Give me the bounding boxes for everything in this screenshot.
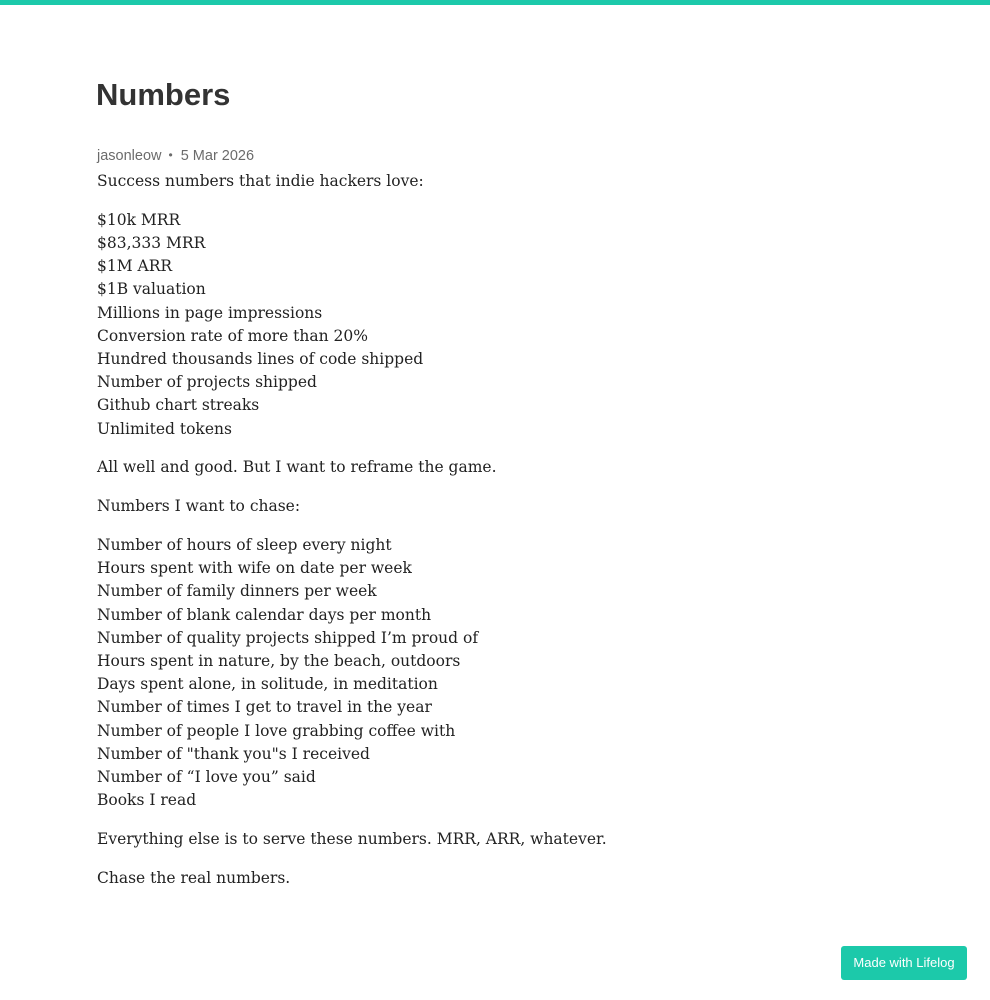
chase-intro-paragraph: Numbers I want to chase: (97, 497, 301, 516)
meta-separator: • (168, 148, 173, 162)
post-date: 5 Mar 2026 (180, 148, 255, 164)
list-item: $83,333 MRR (97, 234, 206, 252)
top-accent-bar (0, 0, 990, 5)
success-numbers-list (97, 209, 897, 441)
made-with-lifelog-button[interactable]: Made with Lifelog (841, 946, 967, 980)
post-meta (97, 146, 254, 165)
list-item: Hours spent with wife on date per week (97, 559, 412, 578)
list-item: Number of quality projects shipped I’m proud of (97, 628, 479, 647)
list-item: Millions in page impressions (97, 303, 323, 322)
list-item: $10k MRR (97, 210, 181, 229)
list-item: Number of “I love you” said (97, 768, 316, 787)
list-item: Hundred thousands lines of code shipped (97, 350, 424, 369)
list-item: Number of hours of sleep every night (97, 536, 392, 555)
post-body (97, 170, 897, 890)
page-title: Numbers (96, 77, 231, 112)
list-item: Number of times I get to travel in the year (97, 698, 432, 717)
list-item: Number of projects shipped (97, 373, 317, 392)
list-item: Days spent alone, in solitude, in meditation (97, 675, 438, 694)
reframe-paragraph: All well and good. But I want to reframe the game. (97, 458, 497, 477)
list-item: Number of people I love grabbing coffee with (97, 721, 456, 740)
list-item: Conversion rate of more than 20% (97, 326, 368, 345)
list-item: Number of family dinners per week (97, 582, 377, 601)
list-item: $1M ARR (97, 257, 173, 276)
list-item: Hours spent in nature, by the beach, outdoors (97, 652, 461, 671)
list-item: Unlimited tokens (97, 419, 232, 438)
serve-paragraph: Everything else is to serve these numbers. MRR, ARR, whatever. (97, 830, 607, 849)
list-item: Github chart streaks (97, 396, 260, 415)
list-item: Number of "thank you"s I received (97, 744, 370, 763)
author-name: jasonleow (97, 148, 162, 164)
real-numbers-list (97, 534, 897, 812)
list-item: Books I read (97, 791, 197, 810)
intro-paragraph: Success numbers that indie hackers love: (97, 172, 424, 190)
closing-paragraph: Chase the real numbers. (97, 868, 291, 887)
list-item: Number of blank calendar days per month (97, 605, 432, 624)
list-item: $1B valuation (97, 280, 206, 299)
